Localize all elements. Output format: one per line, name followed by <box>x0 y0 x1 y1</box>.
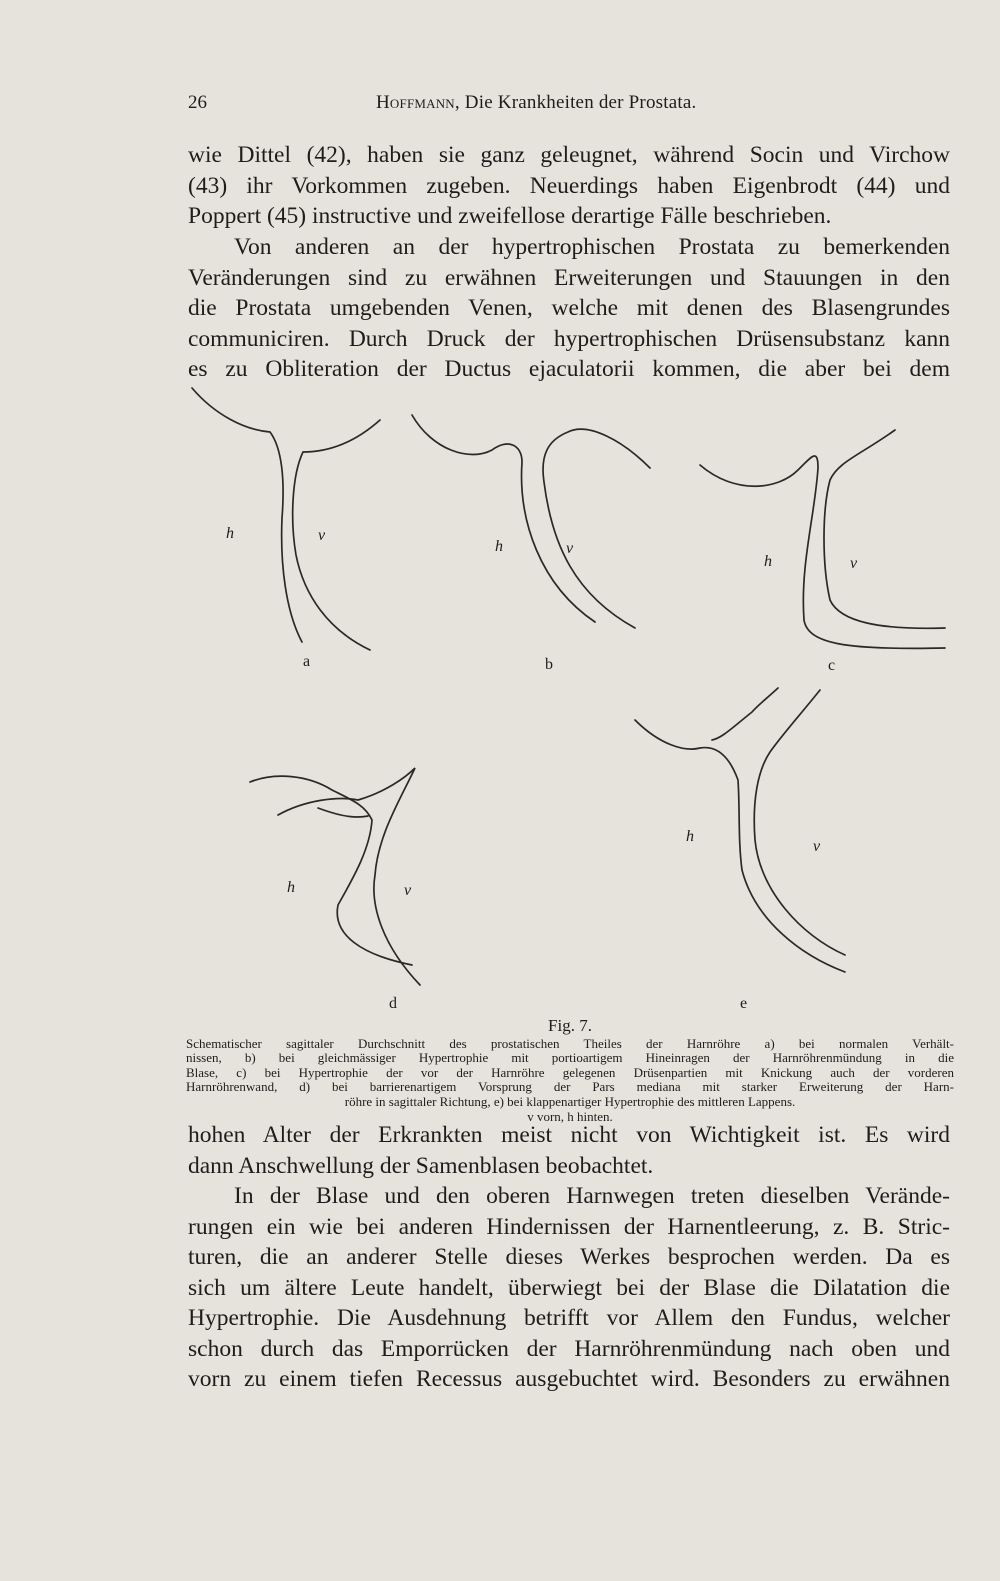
panel-label-c: c <box>828 657 836 674</box>
figure-title: Fig. 7. <box>548 1016 592 1035</box>
v-label: v <box>813 838 821 855</box>
text-line: wie Dittel (42), haben sie ganz geleugnet, während Socin und Virchow <box>188 142 950 168</box>
caption-line: nissen, b) bei gleichmässiger Hypertrophie mit portioartigem Hineinragen der Harnröhrenmündung in die <box>186 1050 954 1066</box>
v-label: v <box>850 555 858 572</box>
text-line: dann Anschwellung der Samenblasen beobachtet. <box>188 1152 654 1179</box>
text-line: turen, die an anderer Stelle dieses Werkes besprochen werden. Da es <box>188 1244 950 1270</box>
panel-a-anterior-wall <box>293 420 380 650</box>
figure-legend: v vorn, h hinten. <box>527 1109 613 1125</box>
text-line: die Prostata umgebenden Venen, welche mit denen des Blasengrundes <box>188 295 950 321</box>
h-label: h <box>686 828 694 845</box>
text-line: sich um ältere Leute handelt, überwiegt bei der Blase die Dilatation die <box>188 1274 950 1301</box>
text-line: rungen ein wie bei anderen Hindernissen der Harnentleerung, z. B. Stric- <box>188 1213 950 1240</box>
panel-label-e: e <box>740 995 748 1012</box>
panel-b <box>412 415 650 673</box>
panel-d-anterior-wall <box>278 768 420 985</box>
panel-b-posterior-wall <box>412 415 595 622</box>
second-paragraph <box>188 232 950 385</box>
h-label: h <box>226 525 234 542</box>
running-header <box>188 92 950 122</box>
page-number: 26 <box>188 92 207 113</box>
panel-d <box>250 768 420 1012</box>
v-label: v <box>566 540 574 557</box>
bottom-paragraph-1 <box>188 1120 950 1181</box>
text-line: (43) ihr Vorkommen zugeben. Neuerdings haben Eigenbrodt (44) und <box>188 172 950 199</box>
text-line: Poppert (45) instructive und zweifellose derartige Fälle beschrieben. <box>188 203 832 229</box>
h-label: h <box>495 538 503 555</box>
running-title-rest: , Die Krankheiten der Prostata. <box>454 92 697 113</box>
figure-caption <box>186 1015 954 1124</box>
panel-c-posterior-wall <box>700 456 945 648</box>
panel-e-anterior-wall <box>754 690 845 955</box>
text-line: In der Blase und den oberen Harnwegen treten dieselben Verände- <box>234 1183 950 1209</box>
panel-label-a: a <box>303 653 311 670</box>
panel-d-extension <box>318 808 368 817</box>
caption-line: röhre in sagittaler Richtung, e) bei klappenartiger Hypertrophie des mittleren Lappens. <box>344 1093 796 1109</box>
running-title <box>376 92 696 114</box>
h-label: h <box>287 879 295 896</box>
caption-line: Harnröhrenwand, d) bei barrierenartigem Vorsprung der Pars mediana mit starker Erweiterung der Harn- <box>186 1079 954 1095</box>
running-title-author: Hoffmann <box>376 92 455 113</box>
panel-c-anterior-wall <box>824 430 945 628</box>
text-line: Hypertrophie. Die Ausdehnung betrifft vor Allem den Fundus, welcher <box>188 1305 950 1331</box>
panel-label-b: b <box>545 656 553 673</box>
text-line: hohen Alter der Erkrankten meist nicht von Wichtigkeit ist. Es wird <box>188 1122 950 1148</box>
text-line: communiciren. Durch Druck der hypertrophischen Drüsensubstanz kann <box>188 325 950 352</box>
bottom-paragraph-2 <box>188 1181 950 1395</box>
top-paragraph <box>188 140 950 232</box>
v-label: v <box>318 527 326 544</box>
panel-a-posterior-wall <box>192 388 302 642</box>
text-line: vorn zu einem tiefen Recessus ausgebuchtet wird. Besonders zu erwähnen <box>188 1366 950 1392</box>
h-label: h <box>764 553 772 570</box>
panel-c <box>700 430 945 674</box>
caption-text <box>186 1037 954 1109</box>
caption-line: Schematischer sagittaler Durchschnitt des prostatischen Theiles der Harnröhre a) bei normalen Verhält- <box>186 1036 954 1051</box>
panel-e <box>635 688 845 1012</box>
text-line: schon durch das Emporrücken der Harnröhrenmündung nach oben und <box>188 1335 950 1362</box>
text-line: es zu Obliteration der Ductus ejaculatorii kommen, die aber bei dem <box>188 356 950 382</box>
text-line: Veränderungen sind zu erwähnen Erweiterungen und Stauungen in den <box>188 264 950 291</box>
caption-line: Blase, c) bei Hypertrophie der vor der Harnröhre gelegenen Drüsenpartien mit Knickung auch der vorderen <box>186 1064 954 1080</box>
panel-label-d: d <box>389 995 397 1012</box>
panel-a <box>192 388 380 670</box>
panel-b-anterior-wall <box>543 429 650 628</box>
panel-d-posterior-wall <box>250 776 412 965</box>
text-line: Von anderen an der hypertrophischen Prostata zu bemerkenden <box>234 234 950 260</box>
panel-e-valve <box>712 688 778 740</box>
figure-7-diagram <box>150 380 970 1020</box>
v-label: v <box>404 882 412 899</box>
